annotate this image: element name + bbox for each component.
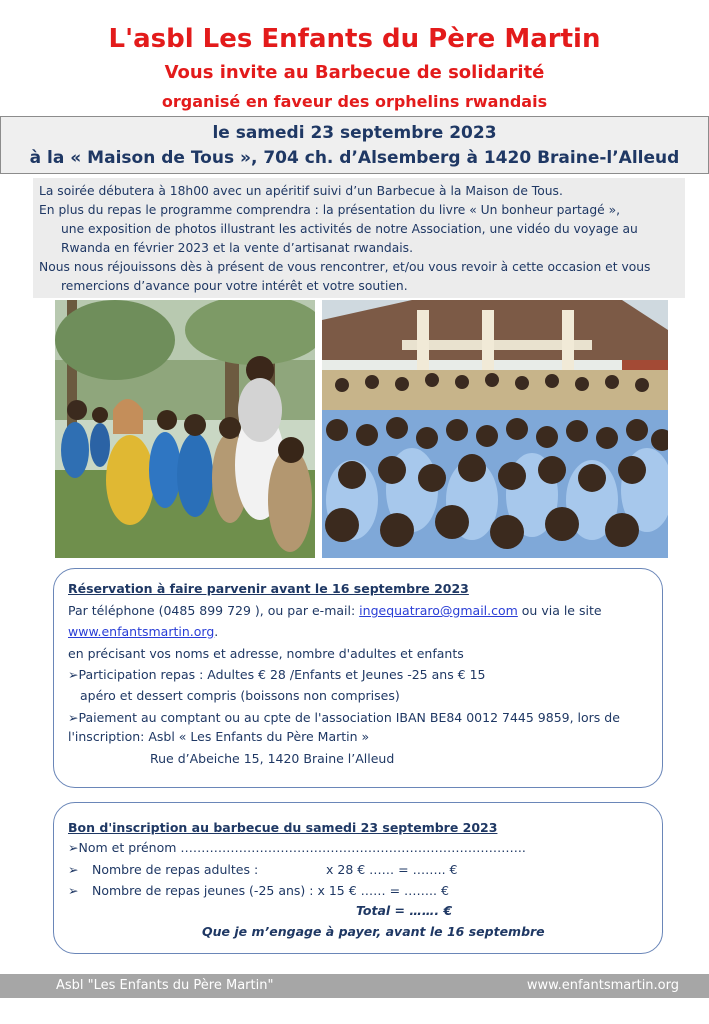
photo-children-group [322, 300, 668, 558]
intro-start-time: La soirée débutera à 18h00 avec un apéritif suivi d’un Barbecue à la Maison de Tous. [39, 184, 563, 198]
intro-panel [33, 178, 685, 298]
reservation-panel [53, 568, 663, 788]
arrow-bullet-icon: ➢ [68, 710, 79, 725]
participation-text: Participation repas : Adultes € 28 /Enfants et Jeunes -25 ans € 15 [78, 667, 486, 682]
website-link[interactable]: www.enfantsmartin.org [68, 624, 215, 639]
participation-line [68, 667, 486, 682]
total-line: Total = ……. € [356, 903, 453, 918]
footer [0, 974, 709, 998]
arrow-bullet-icon: ➢ [68, 667, 79, 682]
form-heading: Bon d'inscription au barbecue du samedi 23 septembre 2023 [68, 820, 498, 835]
intro-thanks-line-2: remercions d’avance pour votre intérêt et votre soutien. [61, 279, 408, 293]
name-field-line [68, 840, 526, 855]
event-banner [0, 116, 709, 174]
email-link[interactable]: ingequatraro@gmail.com [359, 603, 518, 618]
adults-calc: x 28 € …… = …….. € [326, 862, 458, 877]
commitment-line: Que je m’engage à payer, avant le 16 septembre [202, 924, 545, 939]
website-suffix: . [214, 624, 219, 639]
event-date: le samedi 23 septembre 2023 [212, 123, 497, 143]
footer-association: Asbl "Les Enfants du Père Martin" [56, 978, 274, 993]
intro-thanks-line-1: Nous nous réjouissons dès à présent de vous rencontrer, et/ou vous revoir à cette occasion et vous [39, 260, 651, 274]
names-line: en précisant vos noms et adresse, nombre d'adultes et enfants [68, 646, 464, 661]
registration-form-panel [53, 802, 663, 954]
title: L'asbl Les Enfants du Père Martin [108, 24, 601, 54]
subtitle: Vous invite au Barbecue de solidarité [164, 62, 545, 83]
youth-line [68, 883, 78, 898]
adults-label: Nombre de repas adultes : [92, 862, 259, 877]
payment-text: Paiement au comptant ou au cpte de l'association IBAN BE84 0012 7445 9859, lors de [78, 710, 620, 725]
photo-children-garden [55, 300, 315, 558]
arrow-bullet-icon: ➢ [68, 883, 79, 898]
reservation-contact-line [68, 603, 602, 618]
intro-program-line-1: En plus du repas le programme comprendra : la présentation du livre « Un bonheur partagé », [39, 203, 621, 217]
name-field-label: Nom et prénom ……………………………………………………………………….. [78, 840, 526, 855]
website-line [68, 624, 218, 639]
phone-text: Par téléphone (0485 899 729 ), ou par e-mail: [68, 603, 360, 618]
reservation-heading: Réservation à faire parvenir avant le 16 septembre 2023 [68, 581, 469, 596]
site-text: ou via le site [517, 603, 602, 618]
association-address: Rue d’Abeiche 15, 1420 Braine l’Alleud [150, 751, 395, 766]
event-place: à la « Maison de Tous », 704 ch. d’Alsemberg à 1420 Braine-l’Alleud [29, 148, 680, 168]
intro-program-line-2: une exposition de photos illustrant les activités de notre Association, une vidéo du voyage au [61, 222, 638, 236]
tagline: organisé en faveur des orphelins rwandais [161, 92, 548, 111]
youth-label: Nombre de repas jeunes (-25 ans) : x 15 € …… = …….. € [92, 883, 449, 898]
arrow-bullet-icon: ➢ [68, 862, 79, 877]
payment-line-2: l'inscription: Asbl « Les Enfants du Père Martin » [68, 729, 370, 744]
intro-program-line-3: Rwanda en février 2023 et la vente d’artisanat rwandais. [61, 241, 413, 255]
arrow-bullet-icon: ➢ [68, 840, 79, 855]
footer-website[interactable]: www.enfantsmartin.org [526, 978, 679, 993]
payment-line-1 [68, 710, 620, 725]
included-line: apéro et dessert compris (boissons non comprises) [80, 688, 400, 703]
adults-line [68, 862, 78, 877]
